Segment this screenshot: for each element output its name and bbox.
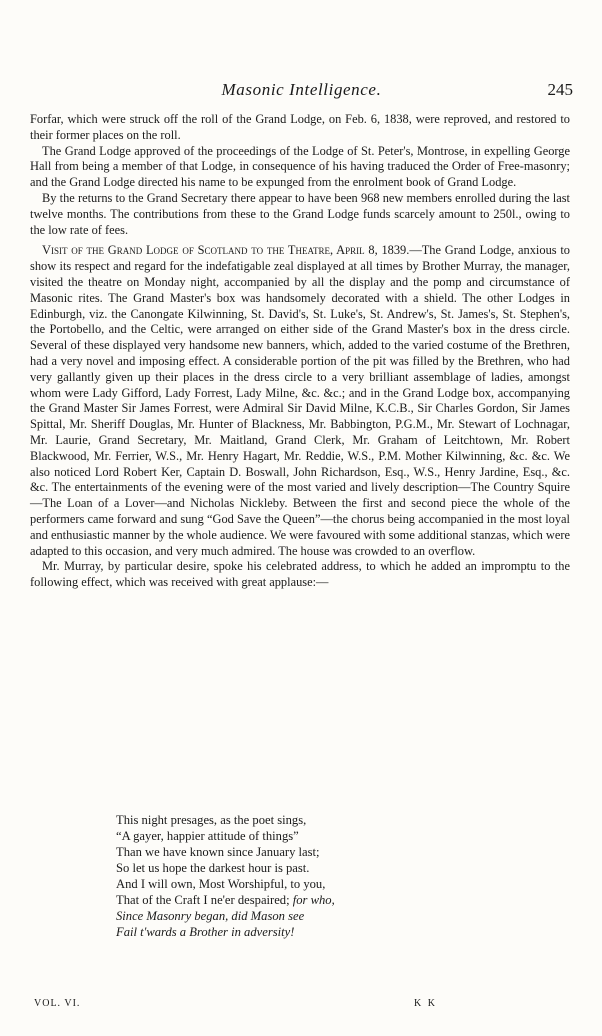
paragraph: Forfar, which were struck off the roll of the Grand Lodge, on Feb. 6, 1838, were reproved, and restored to their former places on the roll. <box>30 112 570 142</box>
signature-mark: K K <box>414 998 437 1009</box>
running-head <box>30 80 573 104</box>
poem-line: Than we have known since January last; <box>116 845 320 859</box>
poem-italic-text: Since Masonry began, did Mason see <box>116 909 305 923</box>
poem-line-text: That of the Craft I ne'er despaired; <box>116 893 290 907</box>
poem-line: And I will own, Most Worshipful, to you, <box>116 877 326 891</box>
poem-line: So let us hope the darkest hour is past. <box>116 861 310 875</box>
paragraph: By the returns to the Grand Secretary there appear to have been 968 new members enrolled during the last twelve months. The contributions from these to the Grand Lodge funds scarcely amount to 250l., owing to the low rate of fees. <box>30 190 570 237</box>
article-body <box>30 112 570 591</box>
paragraph-text: —The Grand Lodge, anxious to show its respect and regard for the indefatigable zeal displayed at all times by Brother Murray, the manager, visited the theatre on Monday night, accompanied by all the display and the pomp and circumstance of Masonic rites. The Grand Master's box was handsomely decorated with a shield. The other Lodges in Edinburgh, viz. the Canongate Kilwinning, St. David's, St. Luke's, St. Andrew's, St. James's, St. Stephen's, the Portobello, and the Celtic, were arranged on either side of the Grand Master's box in the dress circle. Several of these displayed very handsome new banners, which, added to the varied costume of the Brethren, had a very novel and imposing effect. A considerable portion of the pit was filled by the Brethren, who had very gallantly given up their places in the dress circle to a very brilliant assemblage of ladies, amongst whom were Lady Gifford, Lady Forrest, Lady Milne, &c. &c.; and in the Grand Lodge box, accompanying the Grand Master Sir James Forrest, were Admiral Sir David Milne, K.C.B., Sir Charles Gordon, Sir James Spittal, Mr. Sheriff Douglas, Mr. Hunter of Blackness, Mr. Babbington, P.G.M., Mr. Stewart of Lochnagar, Mr. Laurie, Grand Secretary, Mr. Maitland, Grand Clerk, Mr. Graham of Leitchtown, Mr. Robert Blackwood, Mr. Ferrier, W.S., Mr. Henry Hagart, Mr. Reddie, W.S., P.M. Mother Kilwinning, &c. &c. We also noticed Lord Robert Ker, Captain D. Boswall, John Richardson, Esq., W.S., Henry Jardine, Esq., &c. &c. The entertainments of the evening were of the most varied and lively description—The Country Squire—The Loan of a Lover—and Nicholas Nickleby. Between the first and second piece the whole of the performers came forward and sung “God Save the Queen”—the chorus being accompanied in the most loyal and enthusiastic manner by the whole audience. We were favoured with some additional stanzas, which were adapted to this occasion, and very much admired. The house was crowded to an overflow. <box>30 243 570 558</box>
poem-line <box>116 924 496 940</box>
section-heading: Visit of the Grand Lodge of Scotland to the Theatre, April 8, 1839. <box>42 243 410 258</box>
paragraph: The Grand Lodge approved of the proceedings of the Lodge of St. Peter's, Montrose, in expelling George Hall from being a member of that Lodge, in consequence of his having traduced the Order of Free-masonry; and the Grand Lodge directed his name to be expunged from the enrolment book of Grand Lodge. <box>30 143 570 190</box>
page-number: 245 <box>547 80 573 99</box>
poem-line <box>116 908 496 924</box>
paragraph <box>30 243 570 559</box>
page-title: Masonic Intelligence. <box>221 80 382 99</box>
poem-line <box>116 892 496 908</box>
volume-label: VOL. VI. <box>34 998 81 1009</box>
poem-line: “A gayer, happier attitude of things” <box>116 829 299 843</box>
poem <box>116 812 496 940</box>
paragraph: Mr. Murray, by particular desire, spoke his celebrated address, to which he added an impromptu to the following effect, which was received with great applause:— <box>30 559 570 590</box>
poem-italic-text: Fail t'wards a Brother in adversity! <box>116 925 295 939</box>
poem-italic-text: for who, <box>292 893 335 907</box>
poem-line: This night presages, as the poet sings, <box>116 813 307 827</box>
